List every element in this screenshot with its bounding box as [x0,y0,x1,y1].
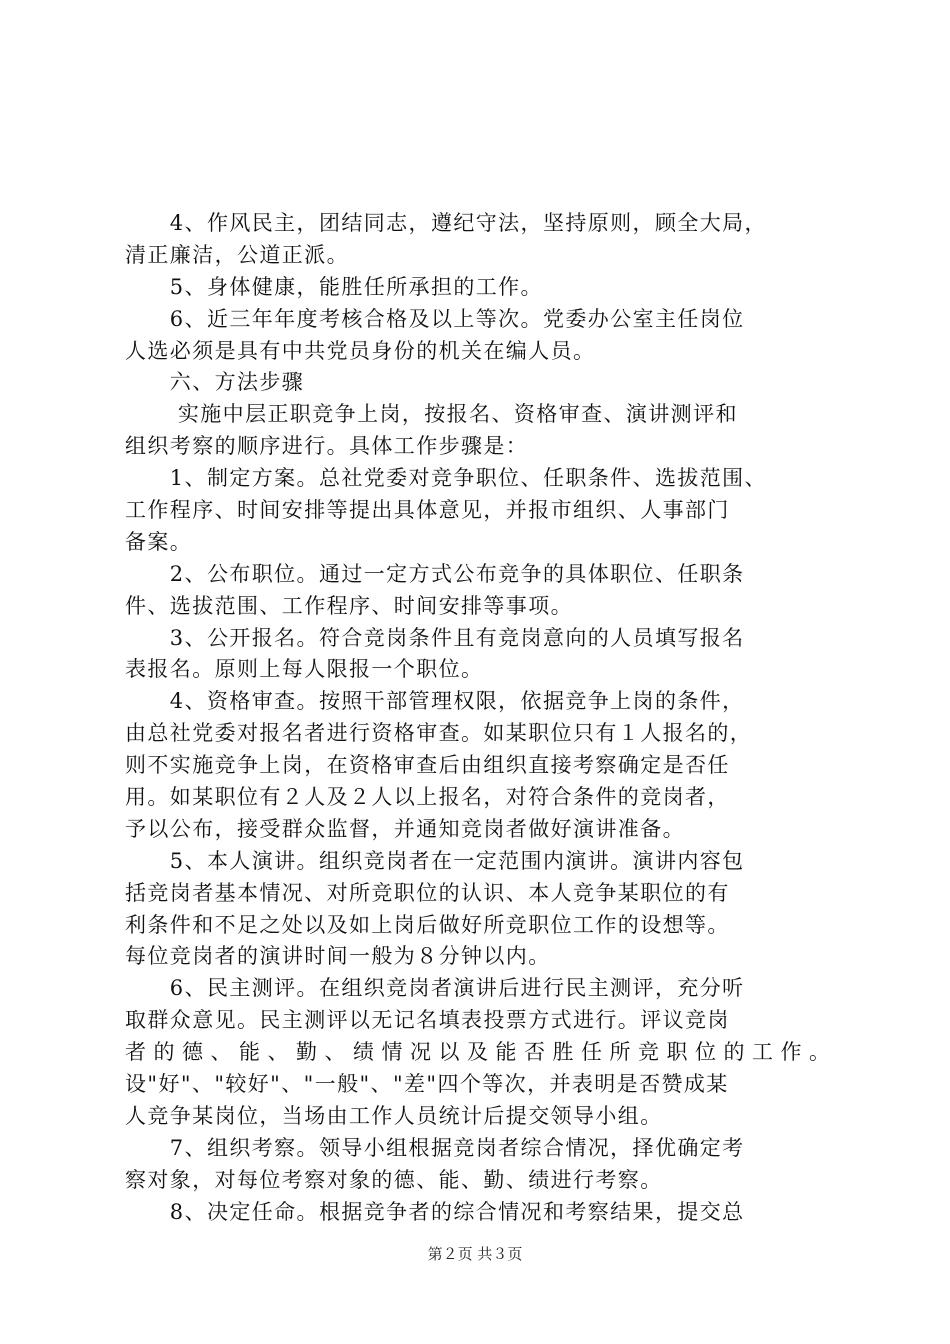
text-line: 6、近三年年度考核合格及以上等次。党委办公室主任岗位 [125,307,745,331]
text-line: 清正廉洁，公道正派。 [125,243,349,267]
text-line: 5、身体健康，能胜任所承担的工作。 [125,275,543,299]
text-line: 8、决定任命。根据竞争者的综合情况和考察结果，提交总 [125,1200,745,1224]
text-line: 7、组织考察。领导小组根据竞岗者综合情况，择优确定考 [125,1136,745,1160]
text-line: 4、资格审查。按照干部管理权限，依据竞争上岗的条件， [125,689,745,713]
text-line: 6、民主测评。在组织竞岗者演讲后进行民主测评，充分听 [125,976,745,1000]
text-line: 人竞争某岗位，当场由工作人员统计后提交领导小组。 [125,1104,663,1128]
text-line: 设"好"、"较好"、"一般"、"差"四个等次，并表明是否赞成某 [125,1072,729,1096]
text-line: 则不实施竞争上岗，在资格审查后由组织直接考察确定是否任 [125,753,730,777]
section-heading: 六、方法步骤 [125,370,305,394]
text-line: 予以公布，接受群众监督，并通知竞岗者做好演讲准备。 [125,817,685,841]
text-line: 5、本人演讲。组织竞岗者在一定范围内演讲。演讲内容包 [125,849,745,873]
text-line: 实施中层正职竞争上岗，按报名、资格审查、演讲测评和 [125,402,738,426]
text-line: 每位竞岗者的演讲时间一般为８分钟以内。 [125,944,551,968]
page-number-footer: 第２页 共３页 [427,1245,523,1263]
text-line: 工作程序、时间安排等提出具体意见，并报市组织、人事部门 [125,498,730,522]
text-line: 察对象，对每位考察对象的德、能、勤、绩进行考察。 [125,1168,663,1192]
text-line: 者的德、能、勤、绩情况以及能否胜任所竞职位的工作。 [125,1040,830,1064]
text-line: 利条件和不足之处以及如上岗后做好所竞职位工作的设想等。 [125,913,730,937]
text-line: 2、公布职位。通过一定方式公布竞争的具体职位、任职条 [125,562,745,586]
text-line: 件、选拔范围、工作程序、时间安排等事项。 [125,594,573,618]
text-line: 1、制定方案。总社党委对竞争职位、任职条件、选拔范围、 [125,466,767,490]
text-line: 备案。 [125,530,193,554]
text-line: 4、作风民主，团结同志，遵纪守法，坚持原则，顾全大局， [125,211,767,235]
text-line: 用。如某职位有２人及２人以上报名，对符合条件的竞岗者， [125,785,730,809]
text-line: 取群众意见。民主测评以无记名填表投票方式进行。评议竞岗 [125,1008,730,1032]
text-line: 3、公开报名。符合竞岗条件且有竞岗意向的人员填写报名 [125,626,745,650]
text-line: 括竞岗者基本情况、对所竞职位的认识、本人竞争某职位的有 [125,881,730,905]
text-line: 由总社党委对报名者进行资格审查。如某职位只有１人报名的， [125,721,753,745]
text-line: 表报名。原则上每人限报一个职位。 [125,657,484,681]
text-line: 组织考察的顺序进行。具体工作步骤是： [125,434,529,458]
text-line: 人选必须是具有中共党员身份的机关在编人员。 [125,339,596,363]
